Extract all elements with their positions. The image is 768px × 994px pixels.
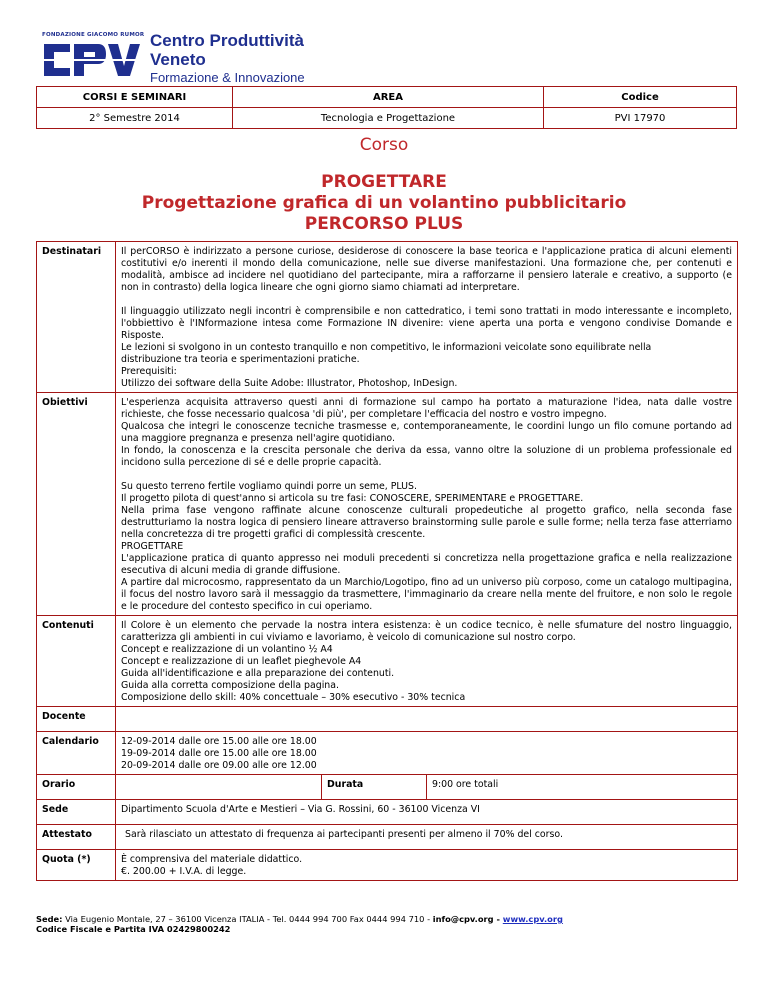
obiettivi-p5: Il progetto pilota di quest'anno si articola su tre fasi: CONOSCERE, SPERIMENTARE e PROGETTARE. [121,493,584,504]
footer-line-1 [36,914,563,924]
obiettivi-p1: L'esperienza acquisita attraverso questi anni di formazione sul campo ha portato a maturazione l'idea, nata dalle vostre richieste, che fosse necessario qualcosa 'di più', per completare l'efficacia del nostro e vostro impegno. [121,397,732,420]
logo-line-3: Formazione & Innovazione [150,70,305,85]
course-label: Corso [359,135,409,155]
course-info-value-row [37,108,737,129]
orario-value [116,775,322,799]
logo [40,30,330,85]
destinatari-line-2: distribuzione tra teoria e sperimentazioni pratiche. [121,354,360,365]
header-area: AREA [233,87,544,108]
course-info-header-row [37,87,737,108]
label-destinatari: Destinatari [37,242,116,393]
value-semestre: 2° Semestre 2014 [37,108,233,129]
destinatari-p2 [121,306,732,390]
footer-email[interactable]: info@cpv.org [432,914,494,924]
label-obiettivi: Obiettivi [37,393,116,616]
obiettivi-p7: PROGETTARE [121,541,184,552]
obiettivi-p-a [121,397,732,469]
row-destinatari [37,242,738,393]
row-orario [37,775,738,800]
cpv-logo-icon [40,38,142,82]
footer-fiscal: Codice Fiscale e Partita IVA 02429800242 [36,924,231,934]
durata-label: Durata [322,775,427,799]
calendario-date-3: 20-09-2014 dalle ore 09.00 alle ore 12.00 [121,760,317,771]
quota-line-2: €. 200.00 + I.V.A. di legge. [121,866,247,877]
content-quota [116,850,738,881]
row-attestato [37,825,738,850]
footer-website-link[interactable]: www.cpv.org [502,914,563,924]
content-attestato: Sarà rilasciato un attestato di frequenza ai partecipanti presenti per almeno il 70% del corso. [116,825,738,850]
durata-value: 9:00 ore totali [432,779,499,790]
calendario-date-1: 12-09-2014 dalle ore 15.00 alle ore 18.00 [121,736,317,747]
row-obiettivi [37,393,738,616]
obiettivi-p6: Nella prima fase vengono raffinate alcune conoscenze culturali propedeutiche al progetto grafico, nella seconda fase destrutturiamo la nostra logica di pensiero lineare attraverso brainstorming sulle parole e sulle forme; nella terza fase atterriamo nella concretezza di tre progetti grafici di complessità crescente. [121,505,732,540]
title-line-1: PROGETTARE [321,172,447,192]
footer-separator: - [493,914,503,924]
row-docente [37,707,738,732]
contenuti-line-1: Concept e realizzazione di un volantino ½ A4 [121,644,333,655]
header-corsi: CORSI E SEMINARI [37,87,233,108]
content-sede: Dipartimento Scuola d'Arte e Mestieri – Via G. Rossini, 60 - 36100 Vicenza VI [116,800,738,825]
course-title [0,172,768,235]
content-orario [116,775,738,800]
value-area: Tecnologia e Progettazione [233,108,544,129]
course-info-table [36,86,737,129]
destinatari-line-3: Prerequisiti: [121,366,177,377]
label-quota: Quota (*) [37,850,116,881]
label-docente: Docente [37,707,116,732]
contenuti-p [121,620,732,704]
quota-line-1: È comprensiva del materiale didattico. [121,854,303,865]
contenuti-line-3: Guida all'identificazione e alla preparazione dei contenuti. [121,668,395,679]
calendario-date-2: 19-09-2014 dalle ore 15.00 alle ore 18.00 [121,748,317,759]
row-sede [37,800,738,825]
header-codice: Codice [544,87,737,108]
title-line-3: PERCORSO PLUS [304,214,464,234]
obiettivi-p-b [121,481,732,613]
obiettivi-p9: A partire dal microcosmo, rappresentato da un Marchio/Logotipo, fino ad un universo più corposo, come un catalogo multipagina, il focus del nostro lavoro sarà il messaggio da trasmettere, l'immaginario da creare nella mente del fruitore, e non solo le regole e le procedure del contesto specifico in cui operiamo. [121,577,732,612]
destinatari-p2-text: Il linguaggio utilizzato negli incontri è comprensibile e non cattedratico, i temi sono trattati in modo interessante e incompleto, l'obbiettivo è l'INformazione intesa come Formazione IN divenire: viene aperta una porta e vengono condivise Domande e Risposte. [121,306,732,341]
course-details-table [36,241,738,881]
logo-line-1: Centro Produttività [150,31,304,50]
row-quota [37,850,738,881]
foundation-name: FONDAZIONE GIACOMO RUMOR [42,32,145,38]
obiettivi-p3: In fondo, la conoscenza e la crescita personale che deriva da essa, vanno oltre la soluzione di un problema professionale ed incidono sulla percezione di sé e delle proprie capacità. [121,445,732,468]
label-orario: Orario [37,775,116,800]
content-contenuti [116,616,738,707]
content-docente [116,707,738,732]
destinatari-p1: Il perCORSO è indirizzato a persone curiose, desiderose di conoscere la base teorica e l'applicazione pratica di alcuni elementi costitutivi e/o inerenti il mondo della comunicazione, nelle sue diverse manifestazioni. Una formazione che, per contenuti e modalità, ambisce ad incidere nel quotidiano del partecipante, mira a rafforzarne il pensiero laterale e creativo, a supporto (e non in contrasto) della logica lineare che ogni giorno siamo chiamati ad interpretare. [121,246,732,293]
contenuti-line-5: Composizione dello skill: 40% concettuale – 30% esecutivo - 30% tecnica [121,692,466,703]
label-contenuti: Contenuti [37,616,116,707]
destinatari-line-4: Utilizzo dei software della Suite Adobe: Illustrator, Photoshop, InDesign. [121,378,458,389]
content-obiettivi [116,393,738,616]
row-contenuti [37,616,738,707]
obiettivi-p4: Su questo terreno fertile vogliamo quindi porre un seme, PLUS. [121,481,417,492]
destinatari-line-1: Le lezioni si svolgono in un contesto tranquillo e non competitivo, le informazioni veicolate sono equilibrate nella [121,342,652,353]
contenuti-p1: Il Colore è un elemento che pervade la nostra intera esistenza: è un codice tecnico, è nelle sfumature del nostro linguaggio, caratterizza gli ambienti in cui viviamo e lavoriamo, è veicolo di comunicazione sul nostro corpo. [121,620,732,643]
contenuti-line-2: Concept e realizzazione di un leaflet pieghevole A4 [121,656,362,667]
label-sede: Sede [37,800,116,825]
contenuti-line-4: Guida alla corretta composizione della pagina. [121,680,339,691]
obiettivi-p8: L'applicazione pratica di quanto appresso nei moduli precedenti si concretizza nella progettazione grafica e nella realizzazione esecutiva di alcuni media di grande diffusione. [121,553,732,576]
value-codice: PVI 17970 [544,108,737,129]
title-line-2: Progettazione grafica di un volantino pubblicitario [141,193,627,213]
logo-line-2: Veneto [150,50,206,69]
footer-address: Via Eugenio Montale, 27 – 36100 Vicenza ITALIA - Tel. 0444 994 700 Fax 0444 994 710 - [62,914,433,924]
content-calendario [116,732,738,775]
footer [36,914,563,934]
label-calendario: Calendario [37,732,116,775]
footer-sede-label: Sede: [36,914,63,924]
content-destinatari [116,242,738,393]
obiettivi-p2: Qualcosa che integri le conoscenze tecniche trasmesse e, contemporaneamente, le coordini lungo un filo comune portando ad una maggiore pregnanza e presenza nell'agire quotidiano. [121,421,732,444]
row-calendario [37,732,738,775]
label-attestato: Attestato [37,825,116,850]
